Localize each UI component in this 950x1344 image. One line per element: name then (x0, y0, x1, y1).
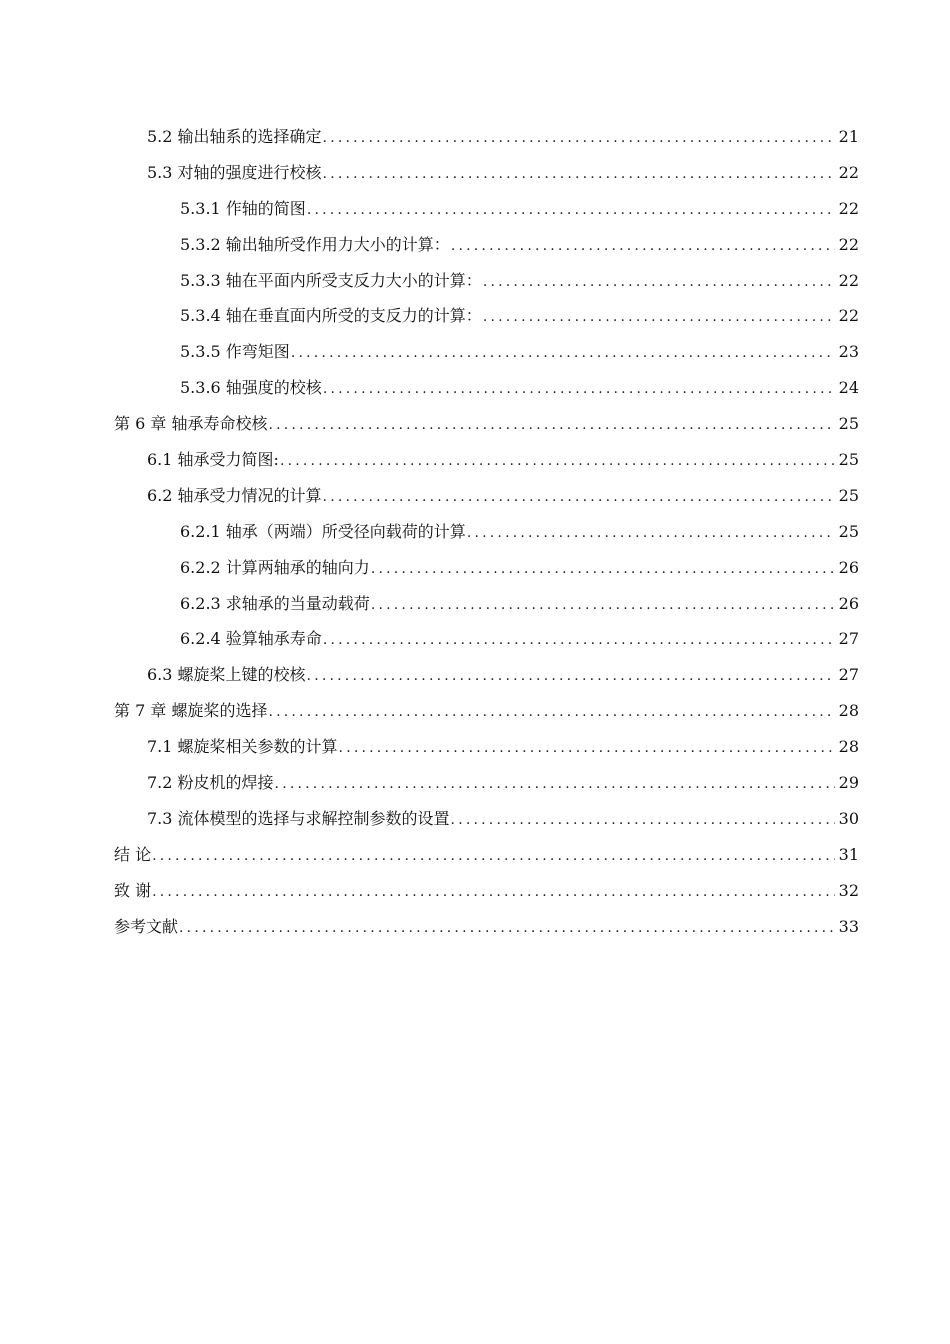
toc-leader-dots (371, 558, 835, 578)
toc-entry-title: 结 论 (114, 844, 152, 864)
toc-entry[interactable] (0, 837, 950, 873)
toc-leader-dots (179, 917, 835, 937)
toc-leader-dots (323, 127, 835, 147)
toc-entry-page: 27 (838, 629, 859, 649)
toc-entry[interactable] (0, 191, 950, 227)
toc-entry-page: 32 (838, 880, 859, 900)
toc-leader-dots (307, 199, 835, 219)
toc-leader-dots (275, 773, 835, 793)
toc-entry-page: 22 (838, 306, 859, 326)
toc-entry[interactable] (0, 478, 950, 514)
toc-leader-dots (307, 665, 835, 685)
toc-leader-dots (268, 701, 835, 721)
toc-entry-page: 28 (838, 737, 859, 757)
toc-leader-dots (280, 450, 835, 470)
toc-entry-page: 28 (838, 701, 859, 721)
toc-entry[interactable] (0, 621, 950, 657)
toc-entry-page: 27 (838, 665, 859, 685)
toc-entry-title: 致 谢 (114, 880, 152, 900)
toc-entry-title: 6.2.4 验算轴承寿命 (180, 629, 322, 649)
toc-entry[interactable] (0, 909, 950, 945)
table-of-contents (0, 119, 950, 944)
toc-entry[interactable] (0, 334, 950, 370)
toc-entry-title: 5.3.1 作轴的简图 (180, 198, 306, 218)
toc-entry-title: 5.3.4 轴在垂直面内所受的支反力的计算： (180, 306, 482, 326)
toc-entry[interactable] (0, 298, 950, 334)
toc-leader-dots (483, 271, 835, 291)
toc-entry-page: 22 (838, 270, 859, 290)
toc-leader-dots (467, 522, 835, 542)
toc-leader-dots (323, 486, 835, 506)
toc-entry[interactable] (0, 370, 950, 406)
toc-entry-title: 6.3 螺旋桨上键的校核 (147, 665, 306, 685)
toc-entry-page: 25 (838, 521, 859, 541)
toc-entry-page: 33 (838, 916, 859, 936)
toc-entry-page: 22 (838, 234, 859, 254)
toc-entry[interactable] (0, 586, 950, 622)
toc-leader-dots (451, 809, 835, 829)
toc-entry-title: 6.2.1 轴承（两端）所受径向载荷的计算 (180, 521, 466, 541)
toc-entry[interactable] (0, 263, 950, 299)
toc-entry-page: 25 (838, 449, 859, 469)
toc-entry-page: 25 (838, 485, 859, 505)
toc-entry[interactable] (0, 693, 950, 729)
toc-leader-dots (323, 163, 835, 183)
toc-entry[interactable] (0, 155, 950, 191)
toc-entry-title: 6.2 轴承受力情况的计算 (147, 485, 322, 505)
toc-entry-title: 第 7 章 螺旋桨的选择 (114, 701, 268, 721)
toc-entry-title: 6.2.2 计算两轴承的轴向力 (180, 557, 370, 577)
toc-entry-page: 24 (838, 378, 859, 398)
toc-leader-dots (483, 306, 835, 326)
toc-leader-dots (371, 594, 835, 614)
toc-entry-title: 5.3 对轴的强度进行校核 (147, 162, 322, 182)
toc-entry-title: 5.3.5 作弯矩图 (180, 342, 290, 362)
toc-entry-title: 7.3 流体模型的选择与求解控制参数的设置 (147, 808, 450, 828)
toc-entry[interactable] (0, 442, 950, 478)
toc-entry-title: 6.1 轴承受力简图: (147, 449, 279, 469)
toc-entry-page: 21 (838, 126, 859, 146)
toc-entry[interactable] (0, 550, 950, 586)
toc-leader-dots (268, 414, 835, 434)
toc-entry-page: 26 (838, 557, 859, 577)
toc-leader-dots (339, 737, 835, 757)
toc-entry-page: 22 (838, 162, 859, 182)
toc-entry-title: 5.3.6 轴强度的校核 (180, 378, 322, 398)
toc-entry[interactable] (0, 801, 950, 837)
toc-entry-page: 31 (838, 844, 859, 864)
toc-entry-title: 第 6 章 轴承寿命校核 (114, 414, 268, 434)
toc-entry-title: 7.1 螺旋桨相关参数的计算 (147, 737, 338, 757)
toc-entry-page: 30 (838, 808, 859, 828)
toc-entry[interactable] (0, 119, 950, 155)
toc-entry-title: 6.2.3 求轴承的当量动载荷 (180, 593, 370, 613)
toc-entry-title: 5.2 输出轴系的选择确定 (147, 126, 322, 146)
toc-entry[interactable] (0, 765, 950, 801)
toc-entry-page: 23 (838, 342, 859, 362)
toc-leader-dots (152, 845, 835, 865)
toc-entry-page: 25 (838, 414, 859, 434)
toc-leader-dots (451, 235, 835, 255)
toc-leader-dots (323, 378, 835, 398)
toc-leader-dots (152, 881, 835, 901)
toc-entry[interactable] (0, 406, 950, 442)
toc-entry-title: 7.2 粉皮机的焊接 (147, 772, 274, 792)
toc-entry[interactable] (0, 729, 950, 765)
toc-entry-page: 26 (838, 593, 859, 613)
toc-leader-dots (323, 629, 835, 649)
toc-entry-title: 参考文献 (114, 916, 179, 936)
toc-entry[interactable] (0, 227, 950, 263)
toc-entry-title: 5.3.3 轴在平面内所受支反力大小的计算： (180, 270, 482, 290)
toc-entry-page: 29 (838, 772, 859, 792)
toc-leader-dots (291, 342, 835, 362)
toc-entry[interactable] (0, 873, 950, 909)
toc-entry-title: 5.3.2 输出轴所受作用力大小的计算： (180, 234, 450, 254)
toc-entry[interactable] (0, 514, 950, 550)
toc-entry-page: 22 (838, 198, 859, 218)
toc-entry[interactable] (0, 657, 950, 693)
